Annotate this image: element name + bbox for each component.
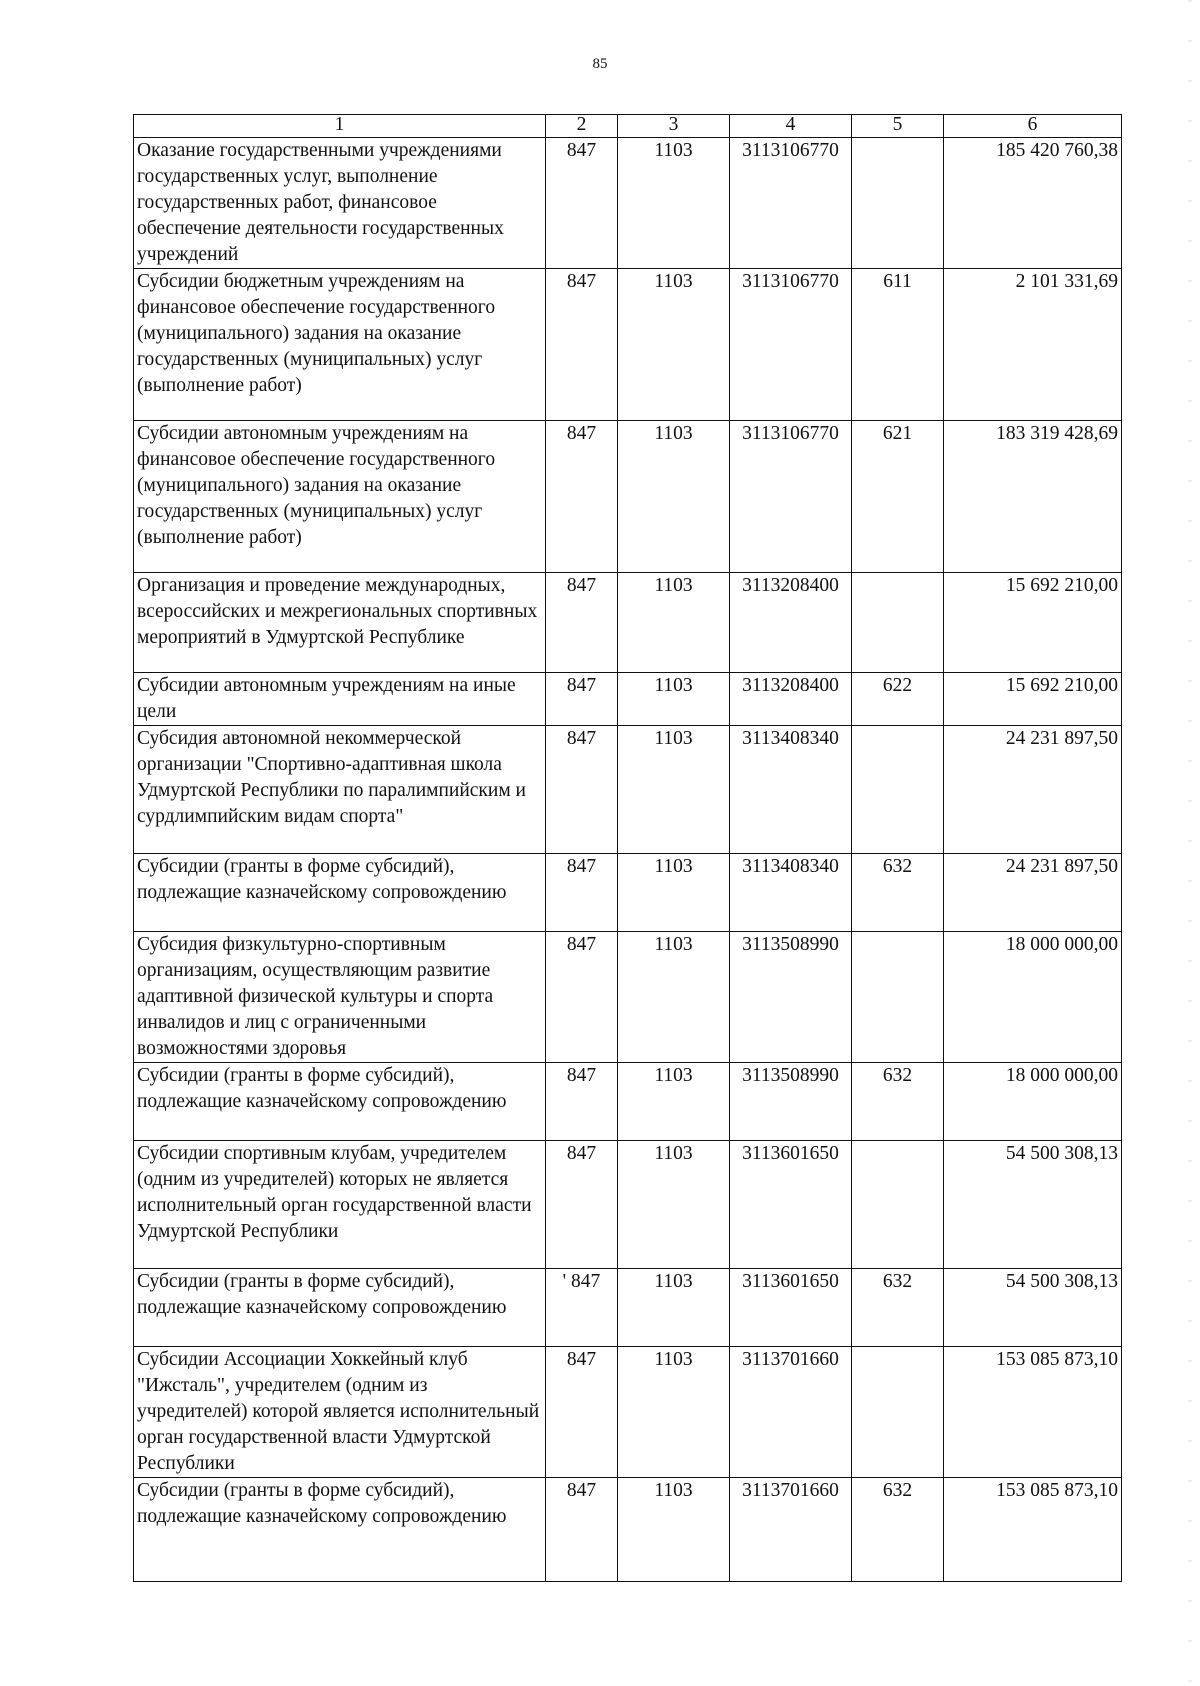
row-col5-cell: [852, 1141, 944, 1269]
row-amount-cell: 24 231 897,50: [944, 726, 1122, 854]
table-row: [134, 1347, 1122, 1478]
table-row: [134, 854, 1122, 932]
row-col2-cell: 847: [546, 932, 618, 1063]
row-name-cell: Субсидии (гранты в форме субсидий), подлежащие казначейскому сопровождению: [134, 854, 546, 932]
page-number: 85: [592, 56, 608, 72]
table-row: [134, 673, 1122, 726]
column-header: 5: [852, 115, 944, 138]
row-name-cell: Субсидия физкультурно-спортивным организациям, осуществляющим развитие адаптивной физической культуры и спорта инвалидов и лиц с ограниченными возможностями здоровья: [134, 932, 546, 1063]
row-col5-cell: 632: [852, 1269, 944, 1347]
row-amount-cell: 2 101 331,69: [944, 269, 1122, 421]
row-name-cell: Организация и проведение международных, всероссийских и межрегиональных спортивных мероприятий в Удмуртской Республике: [134, 573, 546, 673]
row-amount-cell: 18 000 000,00: [944, 1063, 1122, 1141]
row-col4-cell: 3113106770: [730, 421, 852, 573]
column-header: 3: [618, 115, 730, 138]
row-amount-cell: 183 319 428,69: [944, 421, 1122, 573]
row-col4-cell: 3113408340: [730, 854, 852, 932]
row-col4-cell: 3113106770: [730, 138, 852, 269]
table-row: [134, 421, 1122, 573]
row-col4-cell: 3113106770: [730, 269, 852, 421]
row-name-cell: Субсидии (гранты в форме субсидий), подлежащие казначейскому сопровождению: [134, 1063, 546, 1141]
row-col2-cell: 847: [546, 1478, 618, 1582]
row-col4-cell: 3113408340: [730, 726, 852, 854]
row-col3-cell: 1103: [618, 421, 730, 573]
row-col5-cell: [852, 726, 944, 854]
table-row: [134, 932, 1122, 1063]
header-row: [134, 115, 1122, 138]
row-col3-cell: 1103: [618, 932, 730, 1063]
row-col3-cell: 1103: [618, 138, 730, 269]
row-amount-cell: 54 500 308,13: [944, 1269, 1122, 1347]
row-name-cell: Субсидии автономным учреждениям на финансовое обеспечение государственного (муниципального) задания на оказание государственных (муниципальных) услуг (выполнение работ): [134, 421, 546, 573]
column-header: 4: [730, 115, 852, 138]
row-col3-cell: 1103: [618, 1478, 730, 1582]
row-name-cell: Оказание государственными учреждениями государственных услуг, выполнение государственных работ, финансовое обеспечение деятельности государственных учреждений: [134, 138, 546, 269]
table-row: [134, 1478, 1122, 1582]
row-col3-cell: 1103: [618, 1063, 730, 1141]
row-amount-cell: 54 500 308,13: [944, 1141, 1122, 1269]
row-col4-cell: 3113701660: [730, 1478, 852, 1582]
row-col4-cell: 3113601650: [730, 1269, 852, 1347]
row-col3-cell: 1103: [618, 573, 730, 673]
table-row: [134, 1269, 1122, 1347]
table-row: [134, 1063, 1122, 1141]
row-amount-cell: 15 692 210,00: [944, 573, 1122, 673]
row-col2-cell: 847: [546, 1347, 618, 1478]
row-col2-cell: 847: [546, 138, 618, 269]
row-col5-cell: [852, 1347, 944, 1478]
row-col2-cell: ' 847: [546, 1269, 618, 1347]
row-col2-cell: 847: [546, 573, 618, 673]
row-col3-cell: 1103: [618, 726, 730, 854]
row-amount-cell: 24 231 897,50: [944, 854, 1122, 932]
row-col5-cell: 611: [852, 269, 944, 421]
row-col3-cell: 1103: [618, 1347, 730, 1478]
row-amount-cell: 153 085 873,10: [944, 1478, 1122, 1582]
row-name-cell: Субсидии Ассоциации Хоккейный клуб "Ижсталь", учредителем (одним из учредителей) которой является исполнительный орган государственной власти Удмуртской Республики: [134, 1347, 546, 1478]
row-col5-cell: 632: [852, 854, 944, 932]
row-col4-cell: 3113508990: [730, 1063, 852, 1141]
row-col2-cell: 847: [546, 726, 618, 854]
row-col5-cell: 632: [852, 1478, 944, 1582]
scan-edge-marks: [1188, 0, 1192, 1686]
column-header: 1: [134, 115, 546, 138]
row-col2-cell: 847: [546, 854, 618, 932]
row-amount-cell: 18 000 000,00: [944, 932, 1122, 1063]
row-col4-cell: 3113701660: [730, 1347, 852, 1478]
row-col2-cell: 847: [546, 269, 618, 421]
budget-table: [133, 114, 1122, 1582]
row-name-cell: Субсидии автономным учреждениям на иные цели: [134, 673, 546, 726]
row-amount-cell: 185 420 760,38: [944, 138, 1122, 269]
table-row: [134, 269, 1122, 421]
row-name-cell: Субсидии бюджетным учреждениям на финансовое обеспечение государственного (муниципального) задания на оказание государственных (муниципальных) услуг (выполнение работ): [134, 269, 546, 421]
row-name-cell: Субсидия автономной некоммерческой организации "Спортивно-адаптивная школа Удмуртской Республики по паралимпийским и сурдлимпийским видам спорта": [134, 726, 546, 854]
row-col2-cell: 847: [546, 1063, 618, 1141]
table-row: [134, 573, 1122, 673]
column-header: 2: [546, 115, 618, 138]
row-col2-cell: 847: [546, 421, 618, 573]
row-col4-cell: 3113601650: [730, 1141, 852, 1269]
row-col2-cell: 847: [546, 1141, 618, 1269]
row-col4-cell: 3113208400: [730, 573, 852, 673]
table-row: [134, 138, 1122, 269]
row-col5-cell: [852, 138, 944, 269]
row-name-cell: Субсидии спортивным клубам, учредителем (одним из учредителей) которых не является исполнительный орган государственной власти Удмуртской Республики: [134, 1141, 546, 1269]
row-name-cell: Субсидии (гранты в форме субсидий), подлежащие казначейскому сопровождению: [134, 1269, 546, 1347]
row-col5-cell: [852, 932, 944, 1063]
row-col5-cell: 632: [852, 1063, 944, 1141]
row-col2-cell: 847: [546, 673, 618, 726]
row-col3-cell: 1103: [618, 1141, 730, 1269]
row-col4-cell: 3113508990: [730, 932, 852, 1063]
row-col3-cell: 1103: [618, 673, 730, 726]
row-col4-cell: 3113208400: [730, 673, 852, 726]
row-col5-cell: 621: [852, 421, 944, 573]
row-amount-cell: 153 085 873,10: [944, 1347, 1122, 1478]
row-amount-cell: 15 692 210,00: [944, 673, 1122, 726]
table-row: [134, 726, 1122, 854]
row-col3-cell: 1103: [618, 1269, 730, 1347]
row-name-cell: Субсидии (гранты в форме субсидий), подлежащие казначейскому сопровождению: [134, 1478, 546, 1582]
row-col3-cell: 1103: [618, 854, 730, 932]
row-col5-cell: [852, 573, 944, 673]
column-header: 6: [944, 115, 1122, 138]
table-row: [134, 1141, 1122, 1269]
row-col3-cell: 1103: [618, 269, 730, 421]
row-col5-cell: 622: [852, 673, 944, 726]
